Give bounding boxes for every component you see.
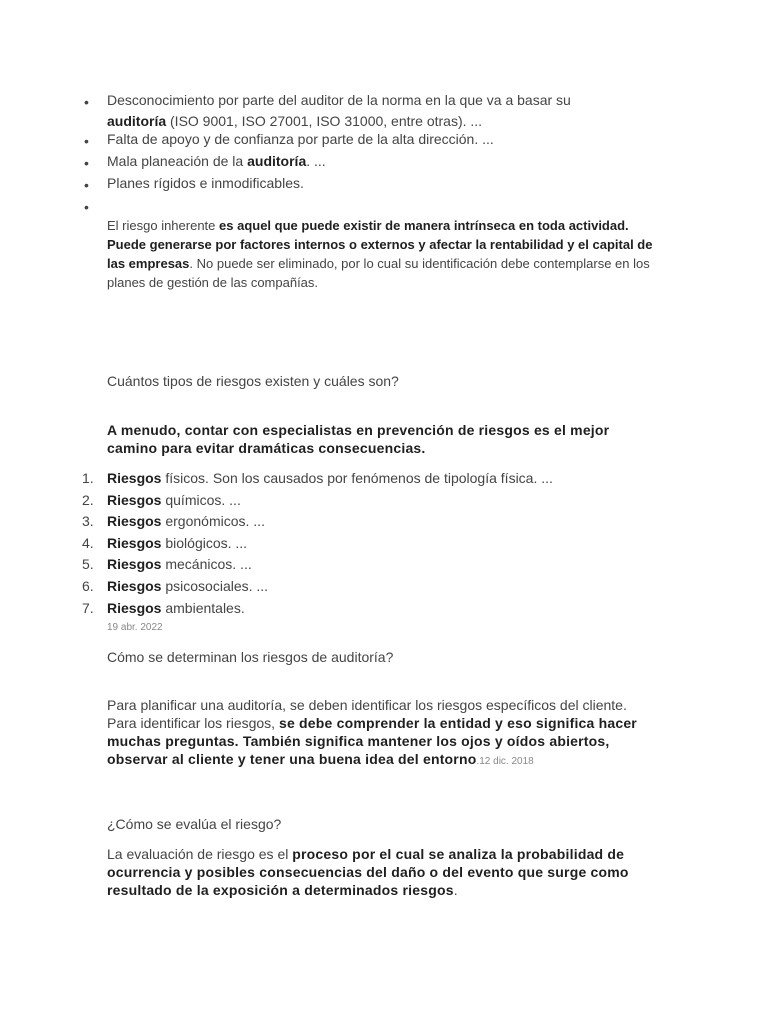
list-item-bold: Riesgos: [107, 578, 162, 594]
list-item: [107, 492, 241, 508]
list-number: 3.: [82, 513, 94, 529]
paragraph-text: La evaluación de riesgo es el: [107, 846, 293, 862]
list-number: 1.: [82, 470, 94, 486]
paragraph-bold: es aquel que puede existir de manera intrínseca en toda actividad. Puede generarse por factores internos o externos y afectar la rentabilidad y el capital de las empresas: [107, 218, 653, 271]
bullet-text: Falta de apoyo y de confianza por parte de la alta dirección. ...: [107, 131, 494, 147]
list-number: 7.: [82, 600, 94, 616]
paragraph-text: . No puede ser eliminado, por lo cual su identificación debe contemplarse en los planes de gestión de las compañías.: [107, 256, 650, 290]
bullet-dot: •: [84, 177, 89, 193]
bullet-item: [107, 129, 627, 150]
list-item-bold: Riesgos: [107, 513, 162, 529]
question-risk-evaluation: ¿Cómo se evalúa el riesgo?: [107, 816, 282, 832]
list-item: [107, 513, 265, 529]
question-audit-risks: Cómo se determinan los riesgos de auditoría?: [107, 649, 394, 665]
bullet-dot: •: [84, 155, 89, 171]
audit-paragraph: [107, 696, 647, 771]
list-item: [107, 535, 247, 551]
list-item: [107, 578, 268, 594]
bullet-text: Desconocimiento por parte del auditor de la norma en la que va a basar su: [107, 92, 571, 108]
list-item-text: biológicos. ...: [161, 535, 248, 551]
bullet-dot: •: [84, 94, 89, 110]
inherent-risk-paragraph: [107, 216, 667, 292]
list-number: 5.: [82, 556, 94, 572]
list-item-bold: Riesgos: [107, 535, 162, 551]
list-number: 4.: [82, 535, 94, 551]
list-item: [107, 556, 252, 572]
date-label: .12 dic. 2018: [476, 756, 534, 767]
bullet-bold: auditoría: [107, 113, 167, 129]
list-item-text: mecánicos. ...: [161, 556, 252, 572]
list-item: [107, 600, 245, 616]
list-number: 6.: [82, 578, 94, 594]
bullet-bold: auditoría: [247, 153, 307, 169]
list-item-bold: Riesgos: [107, 600, 162, 616]
question-risk-types: Cuántos tipos de riesgos existen y cuáles son?: [107, 373, 399, 389]
list-number: 2.: [82, 492, 94, 508]
list-item-text: físicos. Son los causados por fenómenos de tipología física. ...: [161, 470, 553, 486]
paragraph-text: El riesgo inherente: [107, 218, 220, 233]
list-item: [107, 470, 553, 486]
bullet-text: . ...: [306, 153, 326, 169]
bullet-item: [107, 151, 627, 172]
date-label: 19 abr. 2022: [107, 622, 163, 633]
paragraph-bold: se debe comprender la entidad y eso significa hacer muchas preguntas. También significa mantener los ojos y oídos abiertos, observar al cliente y tener una buena idea del entorno: [107, 715, 637, 767]
bullet-item: [107, 173, 627, 194]
intro-bold-text: A menudo, contar con especialistas en prevención de riesgos es el mejor camino para evitar dramáticas consecuencias.: [107, 422, 610, 456]
list-item-text: ergonómicos. ...: [161, 513, 265, 529]
paragraph-bold: proceso por el cual se analiza la probabilidad de ocurrencia y posibles consecuencias del daño o del evento que surge como resultado de la exposición a determinados riesgos: [107, 846, 629, 898]
list-item-bold: Riesgos: [107, 492, 162, 508]
bullet-dot: •: [84, 199, 89, 215]
list-item-bold: Riesgos: [107, 556, 162, 572]
bullet-item: [107, 90, 597, 132]
paragraph-text: .: [453, 882, 458, 898]
bullet-text: Planes rígidos e inmodificables.: [107, 175, 304, 191]
list-item-text: psicosociales. ...: [161, 578, 269, 594]
list-item-text: químicos. ...: [161, 492, 241, 508]
bullet-text: Mala planeación de la: [107, 153, 248, 169]
bullet-dot: •: [84, 133, 89, 149]
list-item-text: ambientales.: [161, 600, 245, 616]
list-item-bold: Riesgos: [107, 470, 162, 486]
bullet-text: (ISO 9001, ISO 27001, ISO 31000, entre otras). ...: [166, 113, 483, 129]
paragraph-text: Para planificar una auditoría, se deben identificar los riesgos específicos del cliente. Para identificar los riesgos,: [107, 697, 627, 731]
evaluation-paragraph: [107, 845, 657, 899]
